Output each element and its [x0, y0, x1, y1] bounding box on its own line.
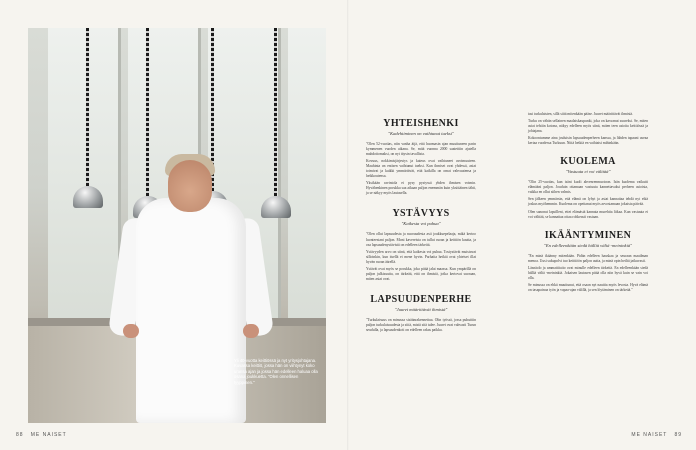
folio-right — [631, 432, 682, 438]
paragraph: "Olin 25-vuotias, kun isäni kuoli ahvenrenmuotoon. Isän kuolema vaikutti elämääni paljon. Jouduin ottamaan vastuuta kannettavaksi perheen asioista, vaikka en ollut siihen valmis. — [528, 180, 648, 195]
paragraph: Läsnäolo ja ammattitaito ovat minulle edelleen tärkeitä. En edelleenkään siedä hälliä väliä -meininkiä. Jokaisen lautasen pitää olla niin hyvä kuin se vain voi olla. — [528, 265, 648, 280]
page-number: 88 — [16, 432, 24, 438]
folio-left — [16, 432, 67, 438]
text-column-2 — [528, 112, 648, 295]
photo-caption: Yli 40-vuotta keittiössä ja nyt yritysjohtajana. Kuvassa keittiö, jossa hän on viihtynyt koko uransa ajan ja jossa hän edelleen haluaa olla osana joukkuetta. "Olen onnellisen tyyppinen." — [234, 358, 318, 385]
section-heading: KUOLEMA — [560, 156, 616, 168]
paragraph: Kokoontumme aina jouluisin lapsuudenperheen kanssa, ja lähden tapaani useaa kertaa vuodessa Turkuun. Niitä hetkiä en vaihtaisi mihinkään. — [528, 136, 648, 146]
chef-figure — [136, 198, 246, 423]
paragraph: "Olen ollut lapsuudesta ja nuoruudesta asti joukkuepelaaja, mikä kertoo luonteestani paljon. Moni kavereista on tullut ruoan ja keittiön kautta, ja osa lapsuudenystävistä on edelleen tärkeitä. — [366, 232, 476, 247]
page-number: 89 — [674, 432, 682, 438]
section-heading: LAPSUUDENPERHE — [370, 293, 472, 305]
chef-photo — [28, 28, 326, 423]
section-subtitle: "En edelleenkään siedä hälliä väliä -meininkiä" — [543, 242, 633, 248]
section-subtitle: "Kaikesta voi puhua" — [401, 221, 441, 227]
section-subtitle: "Juuret määrittävät ihmistä" — [394, 306, 448, 312]
magazine-name: ME NAISET — [30, 432, 67, 438]
section-heading: YSTÄVYYS — [392, 208, 450, 220]
section-heading: YHTEISHENKI — [383, 118, 459, 129]
text-column-1 — [366, 118, 476, 335]
paragraph: "Olen 52-vuotias, niin vanha äijä, että huomasin ajan muuttuneen parin kymmenen vuoden aikana. Se, mitä vuonna 2000 saatettiin ajatella mahdottomaksi, on nyt täysin tavallista. — [366, 142, 476, 157]
paragraph: Ystävyyden arvo on siinä, että kaikesta voi puhua. Tosiystävät muistavat silloinkin, kun itsellä ei mene hyvin. Parhaita hetkiä ovat yhteiset illat hyvän ruoan äärellä. — [366, 249, 476, 264]
paragraph: Olen sanonut lapsilleni, ettei elämästä kannata murehtia liikaa. Kun vastuuta ei voi välttää, se kannattaa ottaa rohkeasti vastaan. — [528, 209, 648, 219]
paragraph: Ystävät ovat myös se porukka, joka pitää jalat maassa. Kun ympärillä on paljon julkisuutta, on tärkeää, että on ihmisiä, jotka kertovat suoraan, miten asiat ovat. — [366, 266, 476, 281]
magazine-name: ME NAISET — [631, 432, 668, 438]
paragraph: Yksikään ravintola ei pysy pystyssä yhden ihmisen voimin. Hyvähenkinen porukka saa aikaan paljon enemmän kuin yksittäinen tähti, ja se näkyy myös lautasella. — [366, 181, 476, 196]
paragraph: Sen jälkeen ymmärsin, että elämä on lyhyt ja asiat kannattaa tehdä nyt eikä joskus myöhemmin. Kuolema on opettanut myös arvostamaan jokaista päivää. — [528, 197, 648, 207]
paragraph: Se minussa on ehkä muuttunut, että osaan nyt nauttia myös levosta. Hyvä elämä on tasapainoa työn ja vapaa-ajan välillä, ja sen löytäminen on tärkeää." — [528, 282, 648, 292]
section-heading: IKÄÄNTYMINEN — [544, 229, 632, 241]
paragraph: tasi turkulaisten, sillä siitä mitenkään pääse. Juuret määrittävät ihmistä. — [528, 112, 633, 116]
paragraph: Kovuus, nokkimisjärjestys ja kateus ovat vaihtuneet avoimuuteen. Mauhinta on entisen vaihtunut tueksi. Kun ihmiset ovat yhdessä, asiat toimivat ja kaikki ymmärtävät, että kaikilla on omat vahvuutensa ja heikkoutensa. — [366, 159, 476, 179]
section-subtitle: "Vastuuta ei voi välttää" — [565, 169, 611, 175]
section-subtitle: "Kadehtiminen on vaihtunut tueksi" — [388, 131, 454, 136]
paragraph: "Turkulaisuus on minussa sisäänrakennettua. Olin työssä, jossa puhuttiin paljon turkulaisuudesta ja siitä, mistä sitä tulee. Juuret ovat vahvasti Turun seudulla, ja lapsuudenkoti on edelleen rakas paikka. — [366, 317, 476, 332]
paragraph: "En minä ikäänny mitenkään. Pidän edelleen hauskaa ja seuraan maailman menoa. Uusi sukupolvi tuo keittiöön paljon uutta, ja minä opin heiltä jatkuvasti. — [528, 253, 648, 263]
paragraph: Turku on vähän sellainen maalaiskaupunki, joka on kasvanut suureksi. Se, miten asiat tehtiin kotona, näkyy edelleen myös siinä, miten teen asioita keittiössä ja johtajana. — [528, 119, 648, 134]
